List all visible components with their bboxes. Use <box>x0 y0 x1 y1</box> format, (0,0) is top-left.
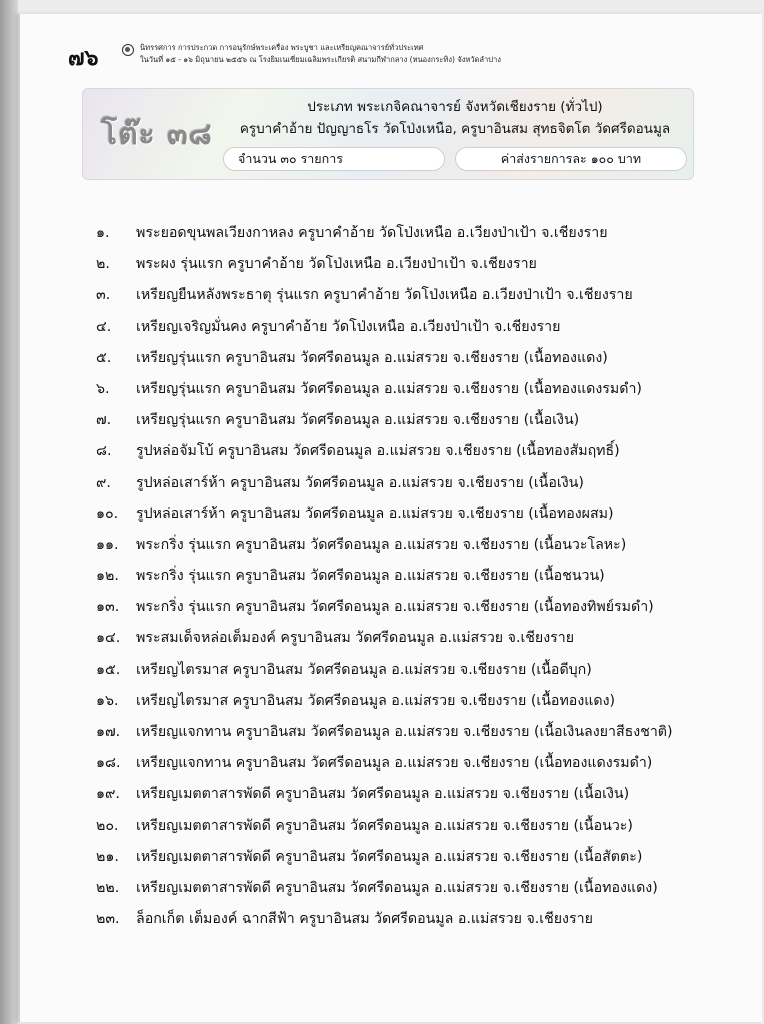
list-item <box>88 565 728 596</box>
event-date-venue: ในวันที่ ๑๕ - ๑๖ มิถุนายน ๒๕๕๖ ณ โรงยิมเนเซี่ยมเฉลิมพระเกียรติ สนามกีฬากลาง (หนองกระทิง) จังหวัดลำปาง <box>140 55 501 64</box>
item-text: รูปหล่อจัมโบ้ ครูบาอินสม วัดศรีดอนมูล อ.แม่สรวย จ.เชียงราย (เนื้อทองสัมฤทธิ์) <box>136 443 620 460</box>
item-text: เหรียญไตรมาส ครูบาอินสม วัดศรีดอนมูล อ.แม่สรวย จ.เชียงราย (เนื้อดีบุก) <box>136 661 592 678</box>
item-text: พระยอดขุนพลเวียงกาหลง ครูบาคำอ้าย วัดโป่งเหนือ อ.เวียงป่าเป้า จ.เชียงราย <box>136 225 608 241</box>
item-number: ๑๗. <box>96 724 121 740</box>
list-item <box>88 908 728 939</box>
item-number: ๑๑. <box>96 536 119 553</box>
category-title: ประเภท พระเกจิคณาจารย์ จังหวัดเชียงราย (ทั่วไป) <box>307 99 603 115</box>
item-text: เหรียญเจริญมั่นคง ครูบาคำอ้าย วัดโป่งเหนือ อ.เวียงป่าเป้า จ.เชียงราย <box>136 318 561 335</box>
list-item <box>88 440 728 471</box>
list-item <box>88 659 728 690</box>
list-item <box>88 222 728 253</box>
amulet-item-list <box>88 222 728 939</box>
item-number: ๕. <box>96 349 112 366</box>
item-text: เหรียญรุ่นแรก ครูบาอินสม วัดศรีดอนมูล อ.แม่สรวย จ.เชียงราย (เนื้อทองแดงรมดำ) <box>136 380 642 397</box>
item-text: เหรียญเมตตาสารพัดดี ครูบาอินสม วัดศรีดอนมูล อ.แม่สรวย จ.เชียงราย (เนื้อนวะ) <box>136 817 633 834</box>
list-item <box>88 503 728 534</box>
item-count-pill: จำนวน ๓๐ รายการ <box>223 147 445 171</box>
item-text: เหรียญไตรมาส ครูบาอินสม วัดศรีดอนมูล อ.แม่สรวย จ.เชียงราย (เนื้อทองแดง) <box>136 692 616 709</box>
item-text: พระสมเด็จหล่อเต็มองค์ ครูบาอินสม วัดศรีดอนมูล อ.แม่สรวย จ.เชียงราย <box>136 630 575 647</box>
list-item <box>88 783 728 814</box>
item-text: เหรียญรุ่นแรก ครูบาอินสม วัดศรีดอนมูล อ.แม่สรวย จ.เชียงราย (เนื้อทองแดง) <box>136 349 608 366</box>
item-number: ๒๑. <box>96 848 119 865</box>
organizer-logo-icon <box>122 44 134 56</box>
item-text: เหรียญเมตตาสารพัดดี ครูบาอินสม วัดศรีดอนมูล อ.แม่สรวย จ.เชียงราย (เนื้อทองแดง) <box>136 879 658 896</box>
list-item <box>88 472 728 503</box>
item-number: ๘. <box>96 443 112 460</box>
item-number: ๑๒. <box>96 568 119 585</box>
list-item <box>88 534 728 565</box>
item-number: ๑๙. <box>96 786 120 803</box>
item-text: เหรียญยืนหลังพระธาตุ รุ่นแรก ครูบาคำอ้าย วัดโป่งเหนือ อ.เวียงป่าเป้า จ.เชียงราย <box>136 287 633 304</box>
list-item <box>88 253 728 284</box>
book-spine <box>0 0 18 1024</box>
item-text: ล็อกเก็ต เต็มองค์ ฉากสีฟ้า ครูบาอินสม วัดศรีดอนมูล อ.แม่สรวย จ.เชียงราย <box>136 911 593 928</box>
list-item <box>88 815 728 846</box>
category-info-panel <box>223 93 687 177</box>
item-text: พระกริ่ง รุ่นแรก ครูบาอินสม วัดศรีดอนมูล อ.แม่สรวย จ.เชียงราย (เนื้อชนวน) <box>136 568 605 585</box>
item-number: ๑๘. <box>96 755 121 772</box>
list-item <box>88 284 728 315</box>
item-number: ๒๒. <box>96 879 120 896</box>
list-item <box>88 690 728 721</box>
item-number: ๙. <box>96 474 111 491</box>
monks-line: ครูบาคำอ้าย ปัญญาธโร วัดโป่งเหนือ, ครูบาอินสม สุทธจิตโต วัดศรีดอนมูล <box>239 121 671 137</box>
item-number: ๑๕. <box>96 661 121 678</box>
list-item <box>88 846 728 877</box>
item-number: ๓. <box>96 287 111 304</box>
item-number: ๔. <box>96 318 112 335</box>
item-number: ๒๐. <box>96 817 119 834</box>
event-title: นิทรรศการ การประกวด การอนุรักษ์พระเครื่อง พระบูชา และเหรียญคณาจารย์ทั่วประเทศ <box>140 43 424 52</box>
list-item <box>88 877 728 908</box>
list-item <box>88 409 728 440</box>
item-text: เหรียญแจกทาน ครูบาอินสม วัดศรีดอนมูล อ.แม่สรวย จ.เชียงราย (เนื้อเงินลงยาสีธงชาติ) <box>136 724 673 740</box>
table-label: โต๊ะ ๓๘ <box>101 117 213 152</box>
item-text: พระกริ่ง รุ่นแรก ครูบาอินสม วัดศรีดอนมูล อ.แม่สรวย จ.เชียงราย (เนื้อทองทิพย์รมดำ) <box>136 599 654 616</box>
item-number: ๑๐. <box>96 505 119 522</box>
page-header-bar <box>68 36 708 76</box>
list-item <box>88 316 728 347</box>
list-item <box>88 721 728 752</box>
item-text: รูปหล่อเสาร์ห้า ครูบาอินสม วัดศรีดอนมูล อ.แม่สรวย จ.เชียงราย (เนื้อทองผสม) <box>136 505 614 522</box>
item-number: ๗. <box>96 412 112 429</box>
item-number: ๑๖. <box>96 692 119 709</box>
list-item <box>88 378 728 409</box>
item-text: เหรียญแจกทาน ครูบาอินสม วัดศรีดอนมูล อ.แม่สรวย จ.เชียงราย (เนื้อทองแดงรมดำ) <box>136 755 653 772</box>
item-text: พระผง รุ่นแรก ครูบาคำอ้าย วัดโป่งเหนือ อ.เวียงป่าเป้า จ.เชียงราย <box>136 256 537 273</box>
list-item <box>88 596 728 627</box>
list-item <box>88 627 728 658</box>
item-number: ๒๓. <box>96 911 120 928</box>
page-number: ๗๖ <box>68 45 99 71</box>
item-number: ๑๓. <box>96 599 120 616</box>
item-text: เหรียญเมตตาสารพัดดี ครูบาอินสม วัดศรีดอนมูล อ.แม่สรวย จ.เชียงราย (เนื้อสัตตะ) <box>136 848 643 865</box>
item-text: เหรียญรุ่นแรก ครูบาอินสม วัดศรีดอนมูล อ.แม่สรวย จ.เชียงราย (เนื้อเงิน) <box>136 412 580 429</box>
entry-fee-pill: ค่าส่งรายการละ ๑๐๐ บาท <box>455 147 687 171</box>
item-text: รูปหล่อเสาร์ห้า ครูบาอินสม วัดศรีดอนมูล อ.แม่สรวย จ.เชียงราย (เนื้อเงิน) <box>136 474 584 491</box>
category-header-box <box>82 88 694 180</box>
item-text: เหรียญเมตตาสารพัดดี ครูบาอินสม วัดศรีดอนมูล อ.แม่สรวย จ.เชียงราย (เนื้อเงิน) <box>136 786 630 803</box>
item-number: ๑๔. <box>96 630 121 647</box>
list-item <box>88 752 728 783</box>
item-number: ๒. <box>96 256 110 273</box>
list-item <box>88 347 728 378</box>
item-number: ๑. <box>96 225 110 241</box>
item-text: พระกริ่ง รุ่นแรก ครูบาอินสม วัดศรีดอนมูล อ.แม่สรวย จ.เชียงราย (เนื้อนวะโลหะ) <box>136 536 627 553</box>
item-number: ๖. <box>96 380 110 397</box>
